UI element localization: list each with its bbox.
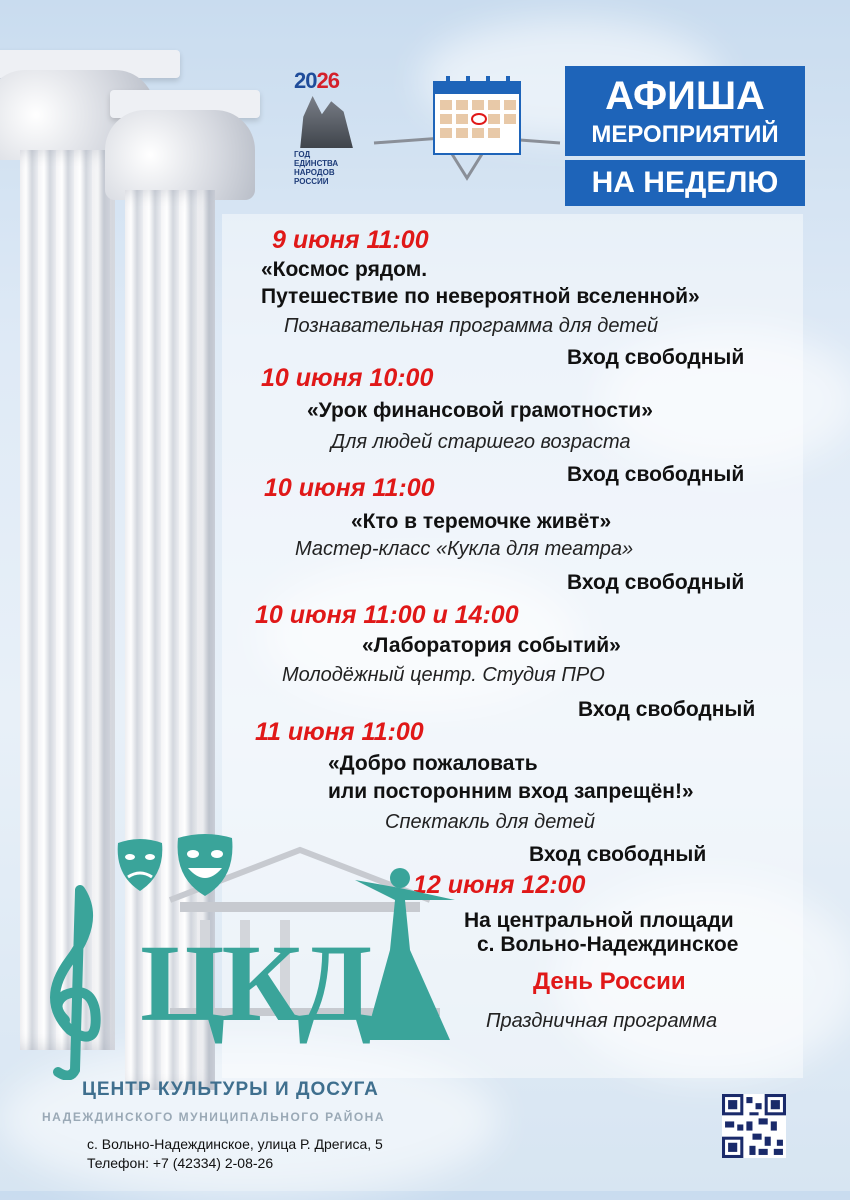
event-date: 10 июня 11:00 и 14:00 [255,601,519,629]
ckd-letters: ЦКД [140,922,370,1044]
org-phone: Телефон: +7 (42334) 2-08-26 [87,1155,274,1171]
event-title: Путешествие по невероятной вселенной» [261,285,700,308]
event-entry: Вход свободный [567,571,745,594]
monument-icon [294,96,356,148]
event-description: Мастер-класс «Кукла для театра» [295,538,634,560]
event-description: Познавательная программа для детей [284,315,659,337]
org-address: с. Вольно-Надеждинское, улица Р. Дрегиса, 5 [87,1136,383,1152]
event-date: 10 июня 11:00 [264,474,435,502]
event-date: 11 июня 11:00 [255,718,424,746]
event-description: Праздничная программа [486,1010,718,1032]
org-subtitle: НАДЕЖДИНСКОГО МУНИЦИПАЛЬНОГО РАЙОНА [42,1110,385,1124]
event-date: 12 июня 12:00 [413,871,586,899]
year-of-unity-logo: 2026 ГОД ЕДИНСТВА НАРОДОВ РОССИИ [294,68,364,188]
event-entry: Вход свободный [529,843,707,866]
event-title: «Кто в теремочке живёт» [351,510,612,533]
event-description: Спектакль для детей [385,811,596,833]
event-description: Молодёжный центр. Студия ПРО [282,664,605,686]
event-entry: Вход свободный [567,463,745,486]
treble-clef-icon [30,880,120,1080]
happy-mask-icon [170,830,240,900]
event-title: День России [533,968,686,995]
event-title: «Добро пожаловать [328,752,538,775]
ckd-logo [30,830,470,1080]
event-entry: Вход свободный [567,346,745,369]
org-name: ЦЕНТР КУЛЬТУРЫ И ДОСУГА [82,1079,379,1100]
event-date: 10 июня 10:00 [261,364,434,392]
year-caption: ГОД ЕДИНСТВА НАРОДОВ РОССИИ [294,150,339,186]
qr-code[interactable] [722,1094,786,1158]
calendar-book-icon [372,68,562,188]
event-date: 9 июня 11:00 [272,226,429,254]
event-description: Для людей старшего возраста [331,431,631,453]
event-title: «Урок финансовой грамотности» [307,399,653,422]
event-entry: Вход свободный [578,698,756,721]
event-location: с. Вольно-Надеждинское [477,933,739,956]
event-title: «Лаборатория событий» [362,634,621,657]
event-title: или посторонним вход запрещён!» [328,780,694,803]
event-location: На центральной площади [464,909,734,932]
poster-title: АФИША МЕРОПРИЯТИЙ НА НЕДЕЛЮ [565,66,805,214]
dancer-icon [350,860,460,1060]
event-title: «Космос рядом. [261,258,428,281]
